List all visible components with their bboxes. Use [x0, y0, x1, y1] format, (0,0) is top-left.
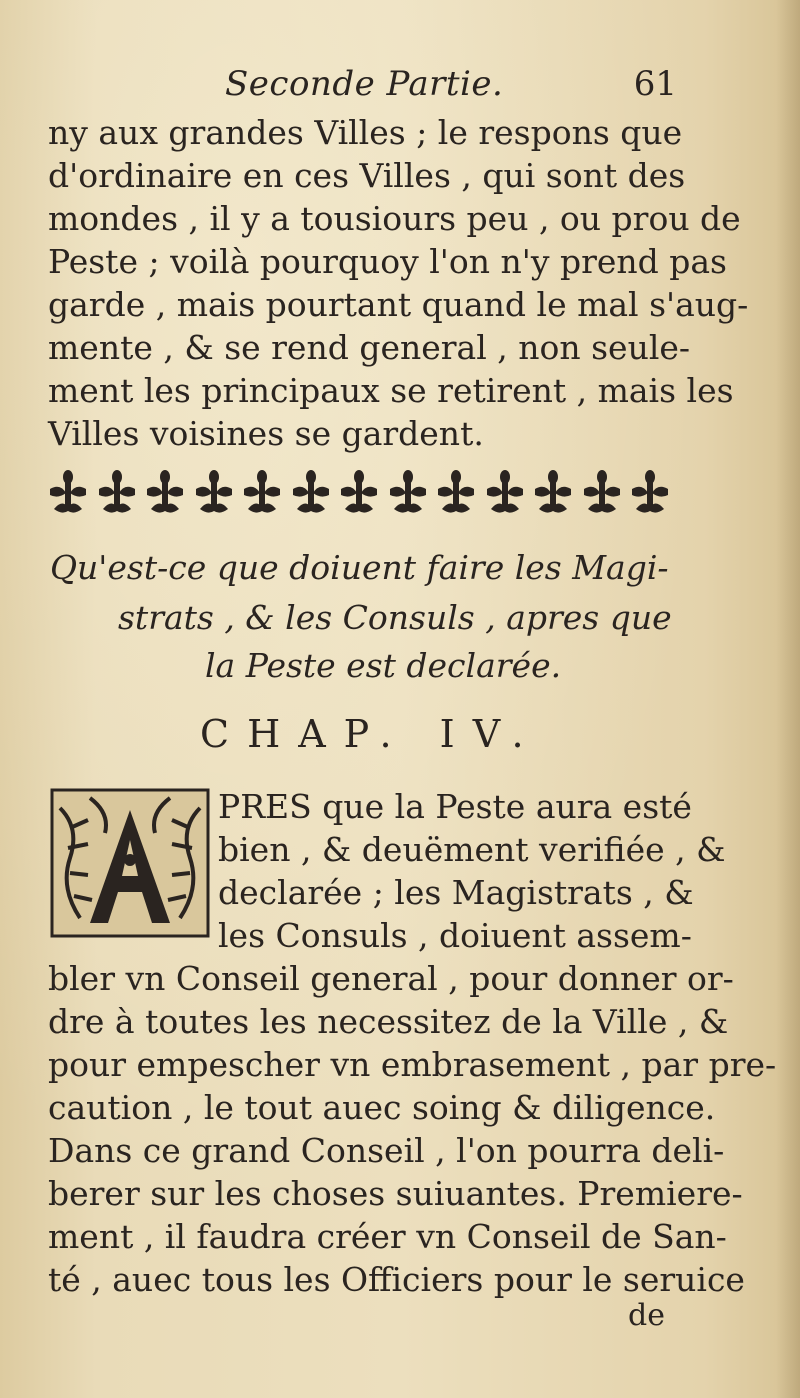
text-line: d'ordinaire en ces Villes , qui sont des	[48, 156, 686, 195]
text-line: bien , & deuëment verifiée , &	[218, 830, 726, 869]
text-line: pour empescher vn embrasement , par pre-	[48, 1045, 777, 1084]
page-number: 61	[633, 64, 677, 104]
decorated-initial-icon	[50, 788, 210, 938]
running-title: Seconde Partie.	[225, 64, 504, 104]
text-line: garde , mais pourtant quand le mal s'aug-	[48, 285, 749, 324]
fleuron-icon	[97, 469, 137, 517]
fleuron-icon	[194, 469, 234, 517]
text-line: té , auec tous les Officiers pour le seruice	[48, 1260, 745, 1299]
text-line: mente , & se rend general , non seule-	[48, 328, 691, 367]
fleuron-icon	[582, 469, 622, 517]
text-line: Peste ; voilà pourquoy l'on n'y prend pas	[48, 242, 727, 281]
chapter-number: CHAP. IV.	[200, 712, 542, 756]
text-line: Dans ce grand Conseil , l'on pourra deli-	[48, 1131, 725, 1170]
fleuron-icon	[388, 469, 428, 517]
fleuron-icon	[630, 469, 670, 517]
text-line: berer sur les choses suiuantes. Premiere-	[48, 1174, 743, 1213]
text-line: ny aux grandes Villes ; le respons que	[48, 113, 683, 152]
fleuron-icon	[533, 469, 573, 517]
text-line: ment , il faudra créer vn Conseil de San-	[48, 1217, 727, 1256]
text-line: Villes voisines se gardent.	[48, 414, 484, 453]
chapter-heading-line: strats , & les Consuls , apres que	[118, 598, 672, 637]
fleuron-icon	[436, 469, 476, 517]
text-line: PRES que la Peste aura esté	[218, 787, 692, 826]
fleuron-icon	[145, 469, 185, 517]
text-line: ment les principaux se retirent , mais les	[48, 371, 734, 410]
fleuron-icon	[48, 469, 88, 517]
chapter-heading-line: la Peste est declarée.	[205, 646, 562, 685]
chapter-heading-line: Qu'est-ce que doiuent faire les Magi-	[50, 548, 669, 587]
catchword: de	[628, 1298, 665, 1333]
text-line: declarée ; les Magistrats , &	[218, 873, 694, 912]
decorated-initial	[50, 788, 210, 938]
text-line: bler vn Conseil general , pour donner or-	[48, 959, 734, 998]
running-head	[225, 64, 685, 108]
text-line: les Consuls , doiuent assem-	[218, 916, 692, 955]
fleuron-icon	[291, 469, 331, 517]
fleuron-icon	[485, 469, 525, 517]
text-line: caution , le tout auec soing & diligence.	[48, 1088, 716, 1127]
page-edge-shadow	[776, 0, 800, 1398]
fleuron-icon	[339, 469, 379, 517]
text-line: dre à toutes les necessitez de la Ville , &	[48, 1002, 729, 1041]
fleuron-icon	[242, 469, 282, 517]
ornament-band	[48, 468, 670, 518]
text-line: mondes , il y a tousiours peu , ou prou de	[48, 199, 741, 238]
